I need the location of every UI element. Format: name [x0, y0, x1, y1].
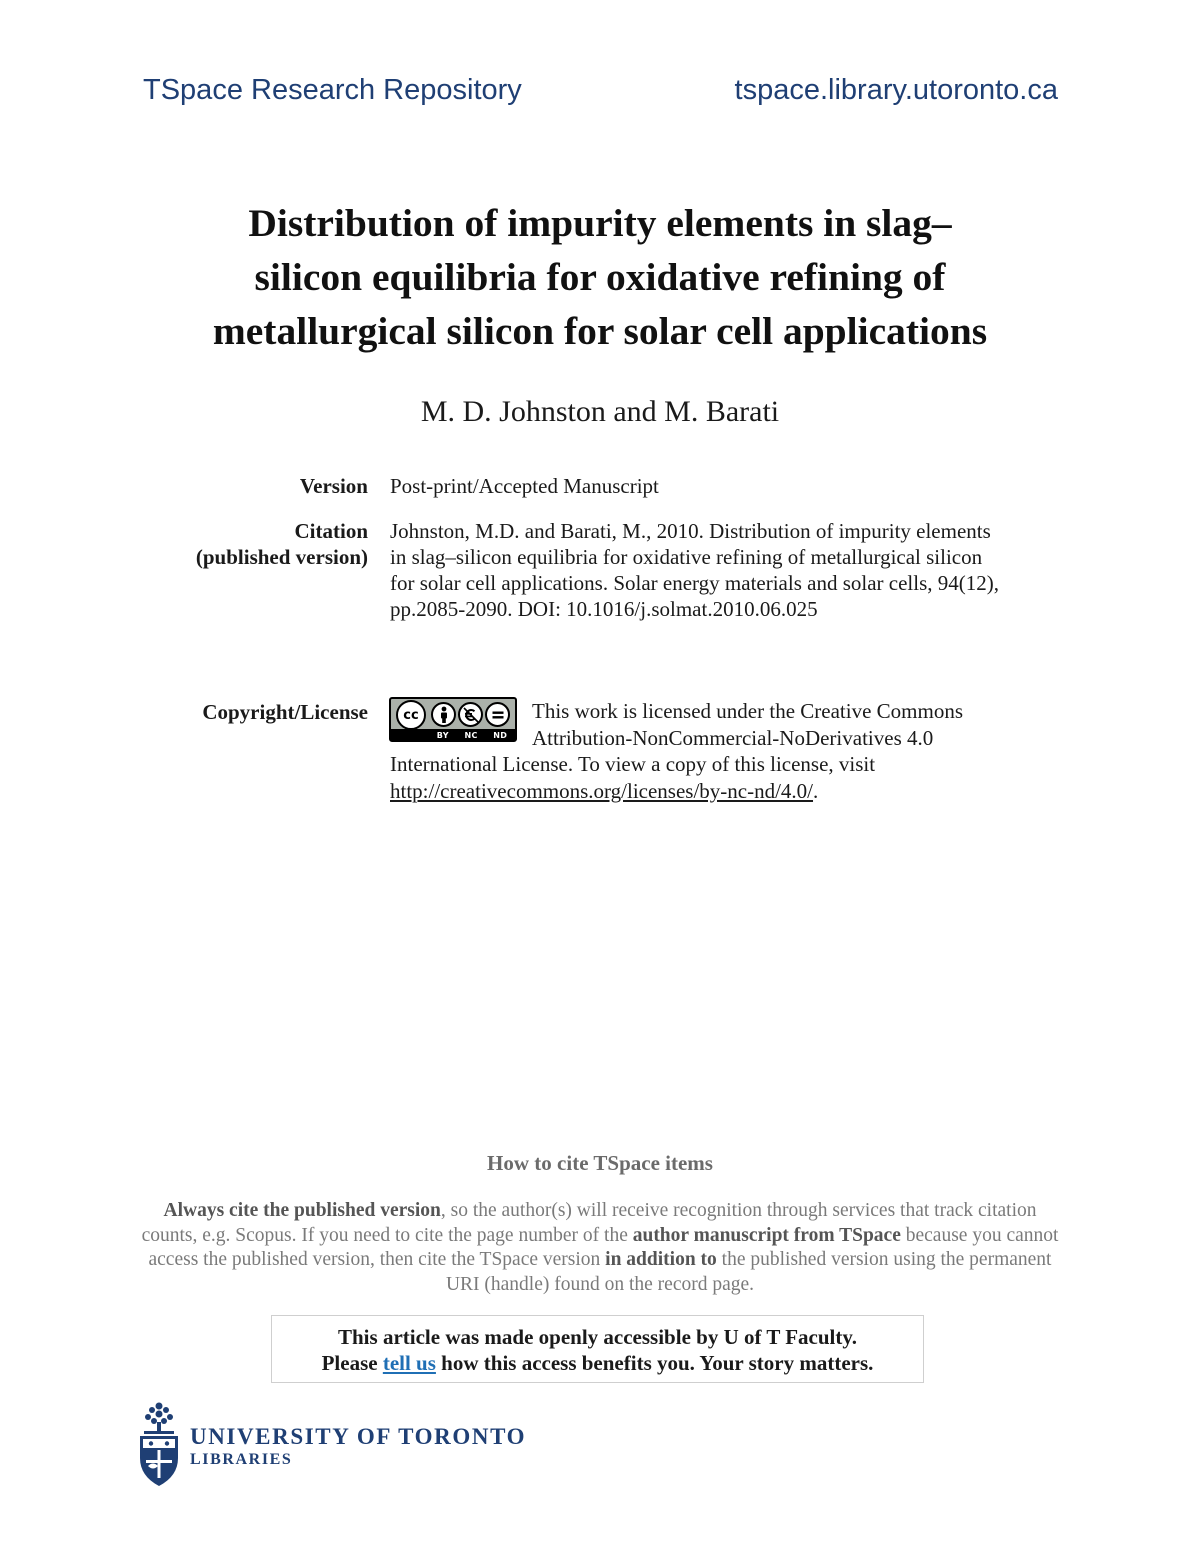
citation-line: in slag–silicon equilibria for oxidative refining of metallurgical silicon: [390, 545, 983, 569]
citation-line: pp.2085-2090. DOI: 10.1016/j.solmat.2010.06.025: [390, 597, 818, 621]
license-line: This work is licensed under the Creative Commons: [532, 699, 964, 723]
cc-icon: cc: [396, 700, 426, 730]
license-label: Copyright/License: [202, 700, 368, 724]
title-line: Distribution of impurity elements in slag–: [248, 201, 952, 245]
how-to-cite-heading: How to cite TSpace items: [487, 1151, 713, 1175]
university-of-toronto-libraries-logo: [136, 1400, 536, 1490]
open-access-box: [271, 1315, 924, 1383]
citation-label-line: Citation: [294, 519, 368, 543]
article-title: [100, 196, 1100, 358]
repository-name: TSpace Research Repository: [143, 74, 522, 106]
citation-label: [0, 518, 368, 570]
citation-line: for solar cell applications. Solar energy materials and solar cells, 94(12),: [390, 571, 999, 595]
title-line: silicon equilibria for oxidative refining of: [254, 255, 946, 299]
logo-university-text: UNIVERSITY OF TORONTO: [190, 1424, 527, 1449]
how-to-cite-body: Always cite the published version, so the author(s) will receive recognition through services that track citation counts, e.g. Scopus. If you need to cite the page number of the author manuscript from TSpace because you cannot access the published version, then cite the TSpace version in addition to the published version using the permanent URI (handle) found on the record page.: [141, 1200, 1059, 1295]
license-line: International License. To view a copy of this license, visit: [390, 752, 876, 776]
tell-us-link[interactable]: tell us: [382, 1351, 436, 1375]
repository-url[interactable]: tspace.library.utoronto.ca: [734, 74, 1058, 106]
authors: M. D. Johnston and M. Barati: [420, 395, 780, 428]
crest-icon: [136, 1400, 182, 1488]
nc-label: NC: [464, 730, 478, 740]
open-access-line: Please tell us how this access benefits you. Your story matters.: [321, 1351, 874, 1375]
license-text: [390, 698, 1030, 804]
citation-line: Johnston, M.D. and Barati, M., 2010. Distribution of impurity elements: [390, 519, 991, 543]
license-line: Attribution-NonCommercial-NoDerivatives 4.0: [532, 725, 934, 750]
nd-label: ND: [493, 730, 508, 740]
license-line: http://creativecommons.org/licenses/by-nc-nd/4.0/.: [390, 778, 819, 803]
citation-value: [390, 518, 1060, 622]
by-label: BY: [436, 730, 449, 740]
page-header: [143, 72, 1058, 112]
citation-label-line: (published version): [195, 545, 368, 569]
version-value: Post-print/Accepted Manuscript: [390, 474, 659, 498]
license-link[interactable]: http://creativecommons.org/licenses/by-nc-nd/4.0/: [390, 778, 814, 803]
logo-libraries-text: LIBRARIES: [190, 1451, 293, 1468]
open-access-line: This article was made openly accessible by U of T Faculty.: [338, 1325, 857, 1349]
version-label: Version: [299, 474, 368, 498]
title-line: metallurgical silicon for solar cell applications: [212, 309, 988, 353]
